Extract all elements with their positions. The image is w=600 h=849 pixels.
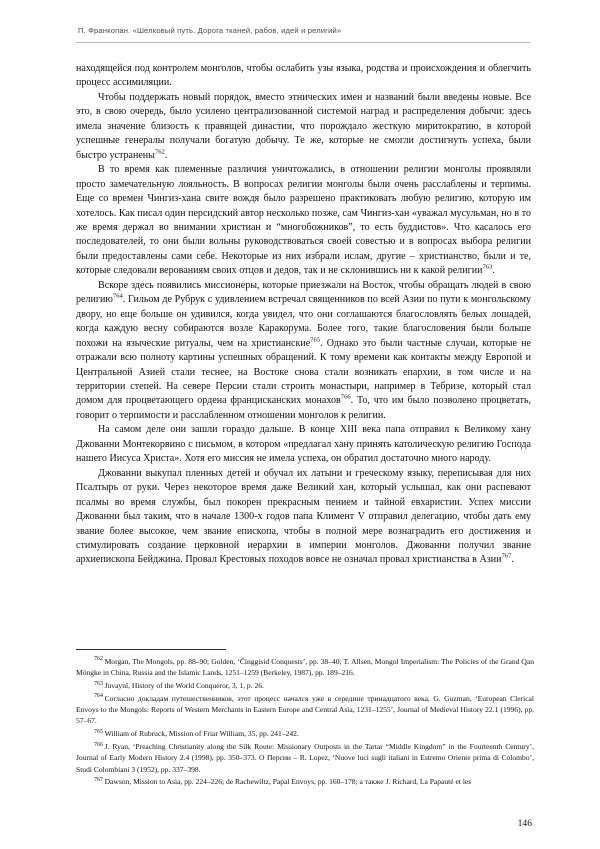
footnote-number: 762 [94, 656, 103, 663]
footnote-number: 763 [94, 680, 103, 687]
paragraph [76, 279, 531, 424]
paragraph-tail: . [511, 554, 514, 566]
paragraph-text: Вскоре здесь появились миссионеры, которые приезжали на Восток, чтобы обращать людей в свою религию [76, 279, 531, 306]
footnote-text: J. Ryan, ‘Preaching Christianity along the Silk Route: Missionary Outposts in the Tartar “Middle Kingdom” in the Fourteenth Century’, Journal of Early Modern History 2.4 (1998), pp. 350–373. О Персии – R. Lopez, ‘Nuove luci sugli italiani in Estremo Oriente prima di Colombo’, Studi Colombiani 3 (1952), pp. 337–398. [76, 742, 534, 774]
footnote-number: 765 [94, 728, 103, 735]
header-divider [76, 42, 531, 43]
paragraph-text: На самом деле они зашли гораздо дальше. В конце XIII века папа отправил к Великому хану Джованни Монтекорвино с письмом, в котором «предлагал хану принять католическую религию Господа нашего Иисуса Христа». Хотя его миссия не имела успеха, он обратил достаточно много народу. [76, 424, 531, 465]
footnote-ref[interactable]: 765 [310, 336, 321, 344]
paragraph-text: находящейся под контролем монголов, чтобы ослабить узы языка, родства и происхождения и облегчить процесс ассимиляции. [76, 63, 531, 89]
footnote-ref[interactable]: 766 [340, 394, 351, 402]
footnote-text: Согласно докладам путешественников, этот процесс начался уже в середине тринадцатого века, G. Guzman, ‘European Clerical Envoys to the Mongols: Reports of Western Merchants in Eastern Europe and Central Asia, 1231–1255’, Journal of Medieval History 22.1 (1996), pp. 57–67. [76, 693, 534, 726]
paragraph-tail: . [492, 265, 495, 277]
footnote-item [76, 656, 534, 679]
footnote-number: 767 [94, 776, 103, 783]
footnote-number: 766 [94, 741, 103, 748]
footnote-text: Morgan, The Mongols, pp. 88–90; Golden, ‘Činggisid Conquests’, pp. 38–40; T. Allsen, Mongol Imperialism: The Policies of the Grand Qan Möngke in China, Russia and the Islamic Lands, 1251–1259 (Berkeley, 1987), pp. 189–216. [76, 657, 534, 678]
page-number: 146 [517, 818, 532, 829]
paragraph-tail: . [164, 149, 168, 161]
paragraph-text: . Однако это были частные случаи, которые не отражали всю полноту картины успешных обращений. К тому времени как контакты между Европой и Центральной Азией стали теснее, на Востоке снова стали возникать епархии, в том числе и на территории степей. На севере Персии стали строить монастыри, например в Тебризе, который стал домом для процветающего ордена францисканских монахов [76, 337, 531, 407]
footnote-separator [76, 649, 226, 650]
paragraph [76, 163, 531, 279]
body-text-block [76, 62, 531, 568]
footnote-number: 764 [94, 693, 103, 700]
footnote-ref[interactable]: 762 [154, 148, 165, 156]
paragraph [76, 62, 531, 91]
footnote-list [76, 656, 534, 789]
paragraph [76, 423, 531, 466]
paragraph [76, 91, 531, 163]
footnote-text: William of Rubruck, Mission of Friar William, 35, pp. 241–242. [104, 729, 299, 739]
footnote-item [76, 776, 534, 787]
footnote-item [76, 728, 534, 739]
footnote-text: Dawson, Mission to Asia, pp. 224–226; de Rachewiltz, Papal Envoys, pp. 160–178; а также J. Richard, La Papauté et les [104, 777, 472, 787]
footnote-ref[interactable]: 764 [112, 292, 123, 300]
footnote-ref[interactable]: 767 [501, 553, 512, 561]
paragraph-text: . Гильом де Рубрук с удивлением встречал священников по всей Азии по пути к монгольскому двору, но еще больше он удивился, когда увидел, что они соглашаются благословлять белых лошадей, когда каждую весну собираются возле Каракорума. Более того, такие благословения были больше похожи на языческие ритуалы, чем на христианские [76, 294, 531, 349]
footnote-item [76, 693, 534, 727]
footnote-item [76, 680, 534, 691]
paragraph-text: Чтобы поддержать новый порядок, вместо этнических имен и названий были введены новые. Все это, в свою очередь, было усилено централизованной системой наград и распределения добычи: здесь имела значение близость к правящей династии, что порождало жесткую миритократию, в которой успешные генералы получали богатую добычу. Те же, которые не смогли достигнуть успеха, были быстро устранены [76, 91, 531, 161]
paragraph [76, 467, 531, 568]
footnote-ref[interactable]: 763 [482, 264, 493, 271]
paragraph-text: Джованни выкупал пленных детей и обучал их латыни и греческому языку, переписывая для них Псалтырь от руки. Через некоторое время даже Великий хан, который услышал, как они распевают псалмы во время службы, был покорен прекрасным пением и тайной евхаристии. Успех миссии Джованни был таким, что в начале 1300-х годов папа Климент V отправил делегацию, чтобы дать ему звание более высокое, чем звание епископа, чтобы в полной мере вознаградить его достижения и стимулировать создание церковной иерархии в империи монголов. Джованни получил звание архиепископа Бейджина. Провал Крестовых походов вовсе не означал провал христианства в Азии [76, 467, 531, 566]
running-header: П. Франкопан. «Шелковый путь. Дорога тканей, рабов, идей и религий» [78, 26, 342, 35]
footnote-item [76, 741, 534, 775]
paragraph-text: . То, что им было позволено процветать, говорит о терпимости и расслабленном отношении монголов к религии. [76, 395, 532, 421]
paragraph-text: В то время как племенные различия уничтожались, в отношении религии монголы проявляли просто замечательную лояльность. В вопросах религии монголы были очень расслаблены и терпимы. Еще со времен Чингиз-хана свите вождя было разрешено практиковать любую религию, которую им хотелось. Как писал один персидский автор несколько позже, сам Чингиз-хан «уважал мусульман, но в то же время держал во внимании христиан и “многобожников”, то есть буддистов». Что касалось его последователей, то они были вольны руководствоваться своей совестью и в вопросах выбора религии были предоставлены сами себе. Некоторые из них избрали ислам, другие – христианство, были и те, которые следовали верованиям своих отцов и дедов, так и не склонившись ни к какой религии [76, 164, 531, 277]
footnote-text: Juvaynī, History of the World Conqueror, 3, 1, p. 26. [104, 681, 264, 691]
